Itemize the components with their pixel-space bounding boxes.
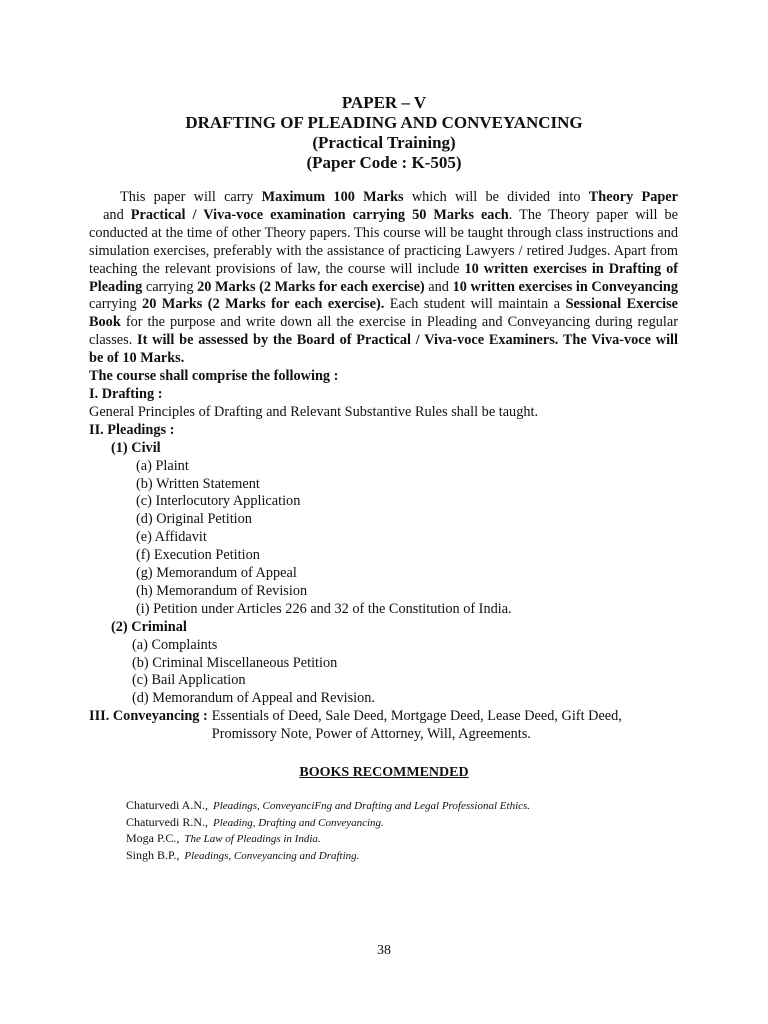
list-item: (b) Written Statement <box>136 475 260 492</box>
paper-title: DRAFTING OF PLEADING AND CONVEYANCING <box>185 113 583 132</box>
paper-subtitle: (Practical Training) <box>312 133 456 152</box>
list-item: Singh B.P., Pleadings, Conveyancing and Drafting. <box>126 847 360 862</box>
drafting-heading: I. Drafting : <box>89 385 163 402</box>
list-item: (a) Complaints <box>132 636 218 653</box>
list-item: (d) Original Petition <box>136 511 252 528</box>
list-item: (c) Bail Application <box>132 672 246 689</box>
course-heading: The course shall comprise the following : <box>89 368 339 385</box>
intro-paragraph: This paper will carry Maximum 100 Marks which will be divided into Theory Paper and Practical / Viva-voce examination carrying 50 Marks each. The Theory paper will be conducted at the time of other Theory papers. This course will be taught through class instructions and simulation exercises, preferably with the assistance of practicing Lawyers / retired Judges. Apart from teaching the relevant provisions of law, the course will include 10 written exercises in Drafting of Pleading carrying 20 Marks (2 Marks for each exercise) and 10 written exercises in Conveyancing carrying 20 Marks (2 Marks for each exercise). Each student will maintain a Sessional Exercise Book for the purpose and write down all the exercise in Pleading and Conveyancing during regular classes. It will be assessed by the Board of Practical / Viva-voce Examiners. The Viva-voce will be of 10 Marks. <box>89 189 678 367</box>
list-item: Chaturvedi A.N., Pleadings, ConveyanciFng and Drafting and Legal Professional Ethics. <box>126 798 531 812</box>
list-item: (a) Plaint <box>136 457 189 474</box>
drafting-text: General Principles of Drafting and Relevant Substantive Rules shall be taught. <box>89 403 539 420</box>
list-item: (c) Interlocutory Application <box>136 493 301 510</box>
page-number: 38 <box>377 943 391 958</box>
list-item: (i) Petition under Articles 226 and 32 of the Constitution of India. <box>136 600 512 617</box>
list-item: Moga P.C., The Law of Pleadings in India. <box>126 831 321 845</box>
pleadings-heading: II. Pleadings : <box>89 421 175 438</box>
list-item: (b) Criminal Miscellaneous Petition <box>132 654 338 671</box>
list-item: (g) Memorandum of Appeal <box>136 565 297 582</box>
conveyancing-section <box>89 708 678 744</box>
list-item: Chaturvedi R.N., Pleading, Drafting and Conveyancing. <box>126 814 384 829</box>
document-body <box>89 189 678 744</box>
civil-heading: (1) Civil <box>111 439 161 456</box>
paper-number: PAPER – V <box>341 93 427 112</box>
paper-code: (Paper Code : K-505) <box>306 153 462 172</box>
document-header <box>0 93 768 173</box>
books-recommended-heading: BOOKS RECOMMENDED <box>299 765 469 780</box>
list-item: (f) Execution Petition <box>136 547 260 564</box>
list-item: (d) Memorandum of Appeal and Revision. <box>132 690 375 707</box>
books-list <box>126 798 530 864</box>
list-item: (h) Memorandum of Revision <box>136 582 308 599</box>
conveyancing-heading: III. Conveyancing : <box>89 708 208 725</box>
conveyancing-text: Essentials of Deed, Sale Deed, Mortgage Deed, Lease Deed, Gift Deed, Promissory Note, Power of Attorney, Will, Agreements. <box>211 708 622 743</box>
criminal-heading: (2) Criminal <box>111 618 187 635</box>
list-item: (e) Affidavit <box>136 529 207 546</box>
